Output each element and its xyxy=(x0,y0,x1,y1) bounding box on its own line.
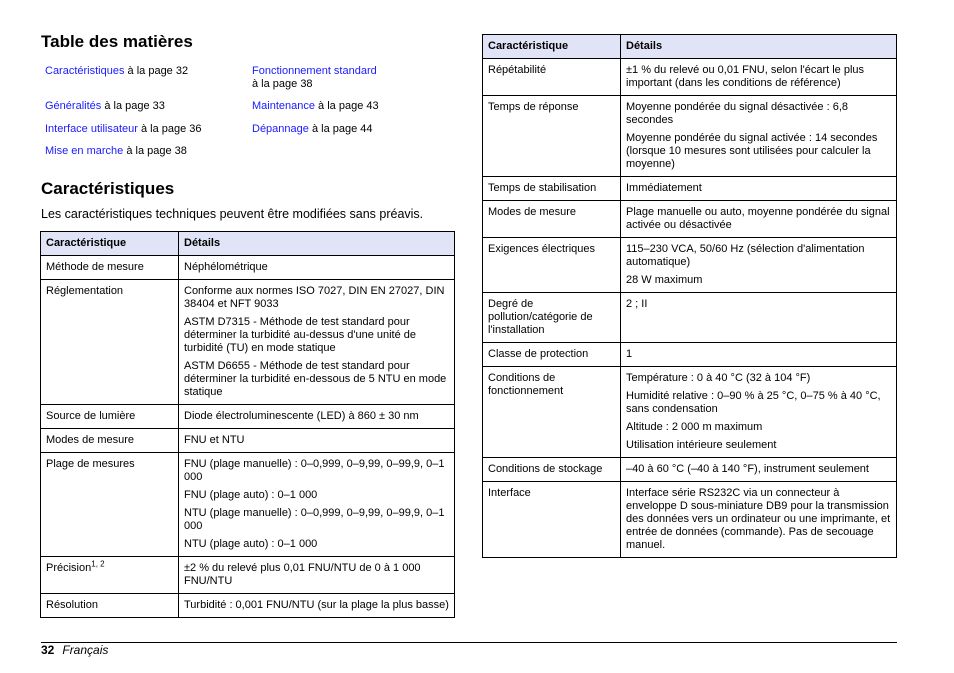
table-row xyxy=(483,201,897,238)
toc-page-ref: à la page 33 xyxy=(101,100,165,112)
detail-line: Utilisation intérieure seulement xyxy=(626,439,777,451)
column-header-characteristic: Caractéristique xyxy=(483,35,621,59)
toc-item[interactable] xyxy=(45,145,187,158)
detail-line: ±1 % du relevé ou 0,01 FNU, selon l'écart le plus important (dans les conditions de référence) xyxy=(626,64,865,89)
detail-line: 28 W maximum xyxy=(626,274,703,286)
row-details xyxy=(179,280,455,405)
detail-line: FNU (plage auto) : 0–1 000 xyxy=(184,489,318,501)
row-details xyxy=(621,96,897,177)
detail-line: NTU (plage manuelle) : 0–0,999, 0–9,99, 0–99,9, 0–1 000 xyxy=(184,507,445,532)
table-row xyxy=(41,594,455,618)
toc-item[interactable] xyxy=(252,65,432,91)
detail-line: 1 xyxy=(626,348,633,360)
toc-link[interactable]: Caractéristiques xyxy=(45,65,125,77)
row-label xyxy=(483,238,621,293)
row-label-text: Temps de réponse xyxy=(488,101,579,113)
row-details xyxy=(621,343,897,367)
toc-link[interactable]: Fonctionnement standard xyxy=(252,65,377,77)
detail-line: Immédiatement xyxy=(626,182,702,194)
toc-link[interactable]: Mise en marche xyxy=(45,145,124,157)
toc-page-ref: à la page 43 xyxy=(315,100,379,112)
toc-link[interactable]: Généralités xyxy=(45,100,102,112)
table-row xyxy=(41,405,455,429)
row-label-text: Classe de protection xyxy=(488,348,589,360)
section-title: Caractéristiques xyxy=(41,179,175,198)
table-row xyxy=(483,293,897,343)
row-label xyxy=(41,453,179,557)
detail-line: FNU et NTU xyxy=(184,434,245,446)
detail-line: ASTM D6655 - Méthode de test standard pour déterminer la turbidité en-dessous de 5 NTU en mode statique xyxy=(184,360,447,398)
detail-line: 115–230 VCA, 50/60 Hz (sélection d'alimentation automatique) xyxy=(626,243,865,268)
row-label-text: Degré de pollution/catégorie de l'installation xyxy=(488,298,593,336)
detail-line: Plage manuelle ou auto, moyenne pondérée du signal activée ou désactivée xyxy=(626,206,890,231)
row-label xyxy=(41,405,179,429)
row-label-text: Conditions de fonctionnement xyxy=(488,372,564,397)
page-footer xyxy=(41,643,108,657)
row-details xyxy=(621,367,897,458)
toc-link[interactable]: Dépannage xyxy=(252,123,309,135)
row-label-text: Conditions de stockage xyxy=(488,463,603,475)
row-details xyxy=(179,429,455,453)
row-label-text: Modes de mesure xyxy=(488,206,577,218)
row-details xyxy=(621,238,897,293)
row-label-text: Résolution xyxy=(46,599,98,611)
footer-language: Français xyxy=(62,643,109,657)
column-header-details: Détails xyxy=(621,35,897,59)
row-label xyxy=(483,293,621,343)
row-details xyxy=(621,177,897,201)
table-row xyxy=(41,280,455,405)
row-label xyxy=(483,201,621,238)
row-label xyxy=(483,59,621,96)
table-header-row xyxy=(483,35,897,59)
table-row xyxy=(41,453,455,557)
row-label-text: Plage de mesures xyxy=(46,458,135,470)
detail-line: Humidité relative : 0–90 % à 25 °C, 0–75 % à 40 °C, sans condensation xyxy=(626,390,881,415)
detail-line: FNU (plage manuelle) : 0–0,999, 0–9,99, 0–99,9, 0–1 000 xyxy=(184,458,445,483)
toc-item[interactable] xyxy=(45,123,202,136)
row-label-text: Temps de stabilisation xyxy=(488,182,597,194)
row-details xyxy=(621,482,897,558)
table-row xyxy=(483,482,897,558)
row-label-text: Réglementation xyxy=(46,285,124,297)
row-label xyxy=(41,280,179,405)
toc-page-ref: à la page 32 xyxy=(124,65,189,77)
row-details xyxy=(621,458,897,482)
toc-page-ref: à la page 38 xyxy=(123,145,187,157)
section-intro: Les caractéristiques techniques peuvent être modifiées sans préavis. xyxy=(41,207,424,221)
detail-line: Température : 0 à 40 °C (32 à 104 °F) xyxy=(626,372,811,384)
table-row xyxy=(483,177,897,201)
row-details xyxy=(621,201,897,238)
row-label xyxy=(483,96,621,177)
toc-item[interactable] xyxy=(252,100,379,113)
toc-page-ref: à la page 36 xyxy=(137,123,202,135)
toc-page-ref: à la page 38 xyxy=(252,78,313,90)
row-label xyxy=(483,458,621,482)
row-label xyxy=(41,594,179,618)
footnote-ref: 1, 2 xyxy=(91,559,105,569)
detail-line: ±2 % du relevé plus 0,01 FNU/NTU de 0 à 1 000 FNU/NTU xyxy=(184,562,421,587)
footer-rule xyxy=(41,642,897,643)
table-row xyxy=(41,256,455,280)
row-details xyxy=(621,293,897,343)
table-row xyxy=(483,59,897,96)
spec-table-left xyxy=(40,231,455,618)
table-row xyxy=(41,557,455,594)
table-header-row xyxy=(41,232,455,256)
toc-title: Table des matières xyxy=(41,32,193,51)
table-row xyxy=(483,343,897,367)
row-label xyxy=(483,367,621,458)
detail-line: Turbidité : 0,001 FNU/NTU (sur la plage la plus basse) xyxy=(184,599,449,611)
table-row xyxy=(483,238,897,293)
toc-item[interactable] xyxy=(45,100,165,113)
row-label-text: Exigences électriques xyxy=(488,243,596,255)
row-label xyxy=(483,343,621,367)
row-label xyxy=(483,177,621,201)
column-header-details: Détails xyxy=(179,232,455,256)
row-label-text: Source de lumière xyxy=(46,410,136,422)
detail-line: Moyenne pondérée du signal activée : 14 secondes (lorsque 10 mesures sont utilisées pour calculer la moyenne) xyxy=(626,132,878,170)
toc-page-ref: à la page 44 xyxy=(308,123,373,135)
table-row xyxy=(483,96,897,177)
detail-line: 2 ; II xyxy=(626,298,648,310)
detail-line: Altitude : 2 000 m maximum xyxy=(626,421,763,433)
row-label xyxy=(41,256,179,280)
table-row xyxy=(483,367,897,458)
toc-link[interactable]: Maintenance xyxy=(252,100,315,112)
detail-line: NTU (plage auto) : 0–1 000 xyxy=(184,538,318,550)
page-number: 32 xyxy=(41,643,55,657)
row-details xyxy=(179,405,455,429)
column-header-characteristic: Caractéristique xyxy=(41,232,179,256)
detail-line: –40 à 60 °C (–40 à 140 °F), instrument seulement xyxy=(626,463,869,475)
row-label-text: Interface xyxy=(488,487,531,499)
detail-line: Néphélométrique xyxy=(184,261,268,273)
row-details xyxy=(621,59,897,96)
detail-line: Interface série RS232C via un connecteur à enveloppe D sous-miniature DB9 pour la transmission des données vers un ordinateur ou une imprimante, et entrée de données (commande). Pas de secouage manuel. xyxy=(626,487,891,551)
row-label xyxy=(41,557,179,594)
table-row xyxy=(41,429,455,453)
table-row xyxy=(483,458,897,482)
row-details xyxy=(179,557,455,594)
row-label xyxy=(483,482,621,558)
row-label-text: Méthode de mesure xyxy=(46,261,144,273)
detail-line: Conforme aux normes ISO 7027, DIN EN 27027, DIN 38404 et NFT 9033 xyxy=(184,285,445,310)
detail-line: ASTM D7315 - Méthode de test standard pour déterminer la turbidité au-dessus d'une unité de turbidité (TU) en mode statique xyxy=(184,316,417,354)
toc-item[interactable] xyxy=(252,123,373,136)
row-label-text: Précision xyxy=(46,562,92,574)
toc-item[interactable] xyxy=(45,65,188,78)
row-label-text: Modes de mesure xyxy=(46,434,135,446)
row-details xyxy=(179,453,455,557)
toc-link[interactable]: Interface utilisateur xyxy=(45,123,138,135)
detail-line: Moyenne pondérée du signal désactivée : 6,8 secondes xyxy=(626,101,848,126)
row-details xyxy=(179,256,455,280)
detail-line: Diode électroluminescente (LED) à 860 ± 30 nm xyxy=(184,410,419,422)
row-label-text: Répétabilité xyxy=(488,64,547,76)
row-label xyxy=(41,429,179,453)
spec-table-right xyxy=(482,34,897,558)
row-details xyxy=(179,594,455,618)
